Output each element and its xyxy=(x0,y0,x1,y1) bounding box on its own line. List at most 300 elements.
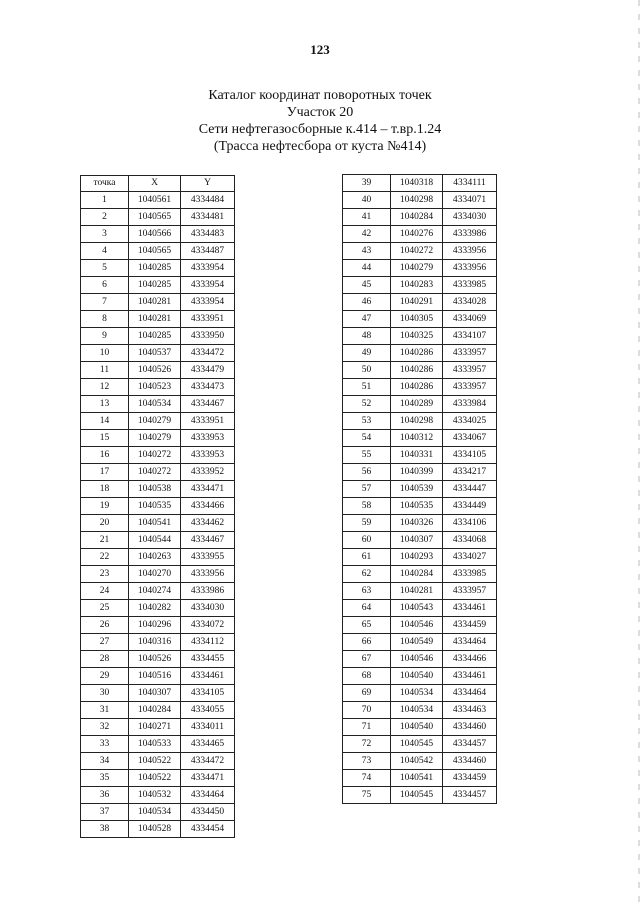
table-row xyxy=(343,226,497,243)
page-number: 123 xyxy=(310,42,330,57)
table-row xyxy=(343,702,497,719)
point-number-cell: 44 xyxy=(343,260,391,277)
x-coordinate-cell: 1040538 xyxy=(129,481,181,498)
table-row xyxy=(343,413,497,430)
y-coordinate-cell: 4334471 xyxy=(181,481,235,498)
point-number-cell: 50 xyxy=(343,362,391,379)
table-row xyxy=(343,583,497,600)
point-number-cell: 25 xyxy=(81,600,129,617)
y-coordinate-cell: 4334471 xyxy=(181,770,235,787)
y-coordinate-cell: 4333985 xyxy=(443,566,497,583)
point-number-cell: 73 xyxy=(343,753,391,770)
point-number-cell: 67 xyxy=(343,651,391,668)
y-coordinate-cell: 4334472 xyxy=(181,345,235,362)
table-body-left xyxy=(81,192,235,838)
x-coordinate-cell: 1040279 xyxy=(391,260,443,277)
header-point: точка xyxy=(81,176,129,192)
x-coordinate-cell: 1040285 xyxy=(129,328,181,345)
y-coordinate-cell: 4333957 xyxy=(443,583,497,600)
header-x: X xyxy=(129,176,181,192)
table-row xyxy=(343,192,497,209)
point-number-cell: 27 xyxy=(81,634,129,651)
table-row xyxy=(343,209,497,226)
table-row xyxy=(81,736,235,753)
y-coordinate-cell: 4333985 xyxy=(443,277,497,294)
y-coordinate-cell: 4334455 xyxy=(181,651,235,668)
table-row xyxy=(81,226,235,243)
point-number-cell: 20 xyxy=(81,515,129,532)
x-coordinate-cell: 1040399 xyxy=(391,464,443,481)
point-number-cell: 57 xyxy=(343,481,391,498)
table-row xyxy=(81,651,235,668)
point-number-cell: 65 xyxy=(343,617,391,634)
table-row xyxy=(343,464,497,481)
table-row xyxy=(81,753,235,770)
table-row xyxy=(81,294,235,311)
x-coordinate-cell: 1040325 xyxy=(391,328,443,345)
x-coordinate-cell: 1040537 xyxy=(129,345,181,362)
x-coordinate-cell: 1040284 xyxy=(129,702,181,719)
y-coordinate-cell: 4333957 xyxy=(443,379,497,396)
y-coordinate-cell: 4334028 xyxy=(443,294,497,311)
y-coordinate-cell: 4334069 xyxy=(443,311,497,328)
point-number-cell: 54 xyxy=(343,430,391,447)
header-y: Y xyxy=(181,176,235,192)
y-coordinate-cell: 4333954 xyxy=(181,277,235,294)
table-row xyxy=(81,600,235,617)
table-row xyxy=(343,447,497,464)
table-row xyxy=(81,549,235,566)
x-coordinate-cell: 1040526 xyxy=(129,651,181,668)
y-coordinate-cell: 4334466 xyxy=(443,651,497,668)
x-coordinate-cell: 1040526 xyxy=(129,362,181,379)
x-coordinate-cell: 1040535 xyxy=(391,498,443,515)
x-coordinate-cell: 1040274 xyxy=(129,583,181,600)
x-coordinate-cell: 1040291 xyxy=(391,294,443,311)
y-coordinate-cell: 4334487 xyxy=(181,243,235,260)
document-heading xyxy=(0,87,640,155)
x-coordinate-cell: 1040293 xyxy=(391,549,443,566)
y-coordinate-cell: 4334449 xyxy=(443,498,497,515)
table-row xyxy=(343,175,497,192)
point-number-cell: 34 xyxy=(81,753,129,770)
y-coordinate-cell: 4334463 xyxy=(443,702,497,719)
x-coordinate-cell: 1040286 xyxy=(391,362,443,379)
point-number-cell: 29 xyxy=(81,668,129,685)
y-coordinate-cell: 4334011 xyxy=(181,719,235,736)
x-coordinate-cell: 1040545 xyxy=(391,736,443,753)
x-coordinate-cell: 1040565 xyxy=(129,243,181,260)
point-number-cell: 8 xyxy=(81,311,129,328)
table-row xyxy=(343,379,497,396)
y-coordinate-cell: 4334107 xyxy=(443,328,497,345)
x-coordinate-cell: 1040528 xyxy=(129,821,181,838)
x-coordinate-cell: 1040272 xyxy=(129,464,181,481)
table-row xyxy=(81,583,235,600)
point-number-cell: 64 xyxy=(343,600,391,617)
point-number-cell: 52 xyxy=(343,396,391,413)
table-row xyxy=(81,413,235,430)
y-coordinate-cell: 4334461 xyxy=(443,600,497,617)
point-number-cell: 70 xyxy=(343,702,391,719)
x-coordinate-cell: 1040284 xyxy=(391,566,443,583)
point-number-cell: 2 xyxy=(81,209,129,226)
x-coordinate-cell: 1040544 xyxy=(129,532,181,549)
point-number-cell: 55 xyxy=(343,447,391,464)
table-row xyxy=(343,787,497,804)
x-coordinate-cell: 1040542 xyxy=(391,753,443,770)
y-coordinate-cell: 4334111 xyxy=(443,175,497,192)
x-coordinate-cell: 1040279 xyxy=(129,430,181,447)
point-number-cell: 66 xyxy=(343,634,391,651)
point-number-cell: 4 xyxy=(81,243,129,260)
point-number-cell: 33 xyxy=(81,736,129,753)
x-coordinate-cell: 1040272 xyxy=(129,447,181,464)
table-row xyxy=(81,447,235,464)
heading-network: Сети нефтегазосборные к.414 – т.вр.1.24 xyxy=(198,122,442,137)
point-number-cell: 5 xyxy=(81,260,129,277)
heading-title: Каталог координат поворотных точек xyxy=(208,88,432,103)
point-number-cell: 15 xyxy=(81,430,129,447)
x-coordinate-cell: 1040298 xyxy=(391,192,443,209)
x-coordinate-cell: 1040516 xyxy=(129,668,181,685)
y-coordinate-cell: 4334030 xyxy=(181,600,235,617)
coordinates-table-left xyxy=(80,175,235,838)
x-coordinate-cell: 1040534 xyxy=(129,396,181,413)
point-number-cell: 56 xyxy=(343,464,391,481)
y-coordinate-cell: 4334479 xyxy=(181,362,235,379)
table-row xyxy=(343,770,497,787)
table-row xyxy=(81,328,235,345)
x-coordinate-cell: 1040271 xyxy=(129,719,181,736)
x-coordinate-cell: 1040285 xyxy=(129,277,181,294)
table-row xyxy=(81,379,235,396)
y-coordinate-cell: 4334464 xyxy=(443,685,497,702)
x-coordinate-cell: 1040326 xyxy=(391,515,443,532)
table-row xyxy=(343,566,497,583)
y-coordinate-cell: 4334484 xyxy=(181,192,235,209)
x-coordinate-cell: 1040284 xyxy=(391,209,443,226)
x-coordinate-cell: 1040534 xyxy=(391,702,443,719)
y-coordinate-cell: 4333957 xyxy=(443,362,497,379)
x-coordinate-cell: 1040282 xyxy=(129,600,181,617)
y-coordinate-cell: 4334472 xyxy=(181,753,235,770)
table-row xyxy=(81,617,235,634)
y-coordinate-cell: 4334105 xyxy=(181,685,235,702)
point-number-cell: 7 xyxy=(81,294,129,311)
x-coordinate-cell: 1040545 xyxy=(391,787,443,804)
x-coordinate-cell: 1040307 xyxy=(129,685,181,702)
point-number-cell: 47 xyxy=(343,311,391,328)
x-coordinate-cell: 1040263 xyxy=(129,549,181,566)
y-coordinate-cell: 4333951 xyxy=(181,311,235,328)
y-coordinate-cell: 4334025 xyxy=(443,413,497,430)
table-row xyxy=(81,396,235,413)
x-coordinate-cell: 1040566 xyxy=(129,226,181,243)
heading-route: (Трасса нефтесбора от куста №414) xyxy=(213,139,427,154)
y-coordinate-cell: 4334467 xyxy=(181,532,235,549)
x-coordinate-cell: 1040272 xyxy=(391,243,443,260)
x-coordinate-cell: 1040286 xyxy=(391,345,443,362)
point-number-cell: 51 xyxy=(343,379,391,396)
y-coordinate-cell: 4334460 xyxy=(443,719,497,736)
table-row xyxy=(81,209,235,226)
y-coordinate-cell: 4333950 xyxy=(181,328,235,345)
table-row xyxy=(343,515,497,532)
y-coordinate-cell: 4334466 xyxy=(181,498,235,515)
point-number-cell: 37 xyxy=(81,804,129,821)
x-coordinate-cell: 1040522 xyxy=(129,770,181,787)
table-row xyxy=(343,651,497,668)
y-coordinate-cell: 4334447 xyxy=(443,481,497,498)
point-number-cell: 23 xyxy=(81,566,129,583)
y-coordinate-cell: 4333957 xyxy=(443,345,497,362)
x-coordinate-cell: 1040281 xyxy=(129,311,181,328)
y-coordinate-cell: 4333986 xyxy=(443,226,497,243)
point-number-cell: 13 xyxy=(81,396,129,413)
point-number-cell: 14 xyxy=(81,413,129,430)
table-row xyxy=(81,260,235,277)
x-coordinate-cell: 1040296 xyxy=(129,617,181,634)
x-coordinate-cell: 1040523 xyxy=(129,379,181,396)
table-row xyxy=(81,787,235,804)
x-coordinate-cell: 1040534 xyxy=(391,685,443,702)
table-row xyxy=(343,277,497,294)
x-coordinate-cell: 1040543 xyxy=(391,600,443,617)
table-row xyxy=(343,481,497,498)
x-coordinate-cell: 1040561 xyxy=(129,192,181,209)
table-row xyxy=(81,311,235,328)
table-row xyxy=(81,532,235,549)
y-coordinate-cell: 4334464 xyxy=(181,787,235,804)
y-coordinate-cell: 4334454 xyxy=(181,821,235,838)
table-row xyxy=(81,566,235,583)
point-number-cell: 58 xyxy=(343,498,391,515)
table-row xyxy=(343,634,497,651)
x-coordinate-cell: 1040565 xyxy=(129,209,181,226)
point-number-cell: 48 xyxy=(343,328,391,345)
x-coordinate-cell: 1040283 xyxy=(391,277,443,294)
point-number-cell: 72 xyxy=(343,736,391,753)
y-coordinate-cell: 4334459 xyxy=(443,617,497,634)
x-coordinate-cell: 1040541 xyxy=(391,770,443,787)
y-coordinate-cell: 4333986 xyxy=(181,583,235,600)
y-coordinate-cell: 4334217 xyxy=(443,464,497,481)
y-coordinate-cell: 4334450 xyxy=(181,804,235,821)
coordinates-table-right xyxy=(342,174,497,804)
y-coordinate-cell: 4334068 xyxy=(443,532,497,549)
table-row xyxy=(81,243,235,260)
table-row xyxy=(81,277,235,294)
table-row xyxy=(81,464,235,481)
point-number-cell: 60 xyxy=(343,532,391,549)
point-number-cell: 42 xyxy=(343,226,391,243)
table-row xyxy=(81,515,235,532)
point-number-cell: 41 xyxy=(343,209,391,226)
y-coordinate-cell: 4333953 xyxy=(181,430,235,447)
y-coordinate-cell: 4334457 xyxy=(443,736,497,753)
heading-section: Участок 20 xyxy=(286,105,354,120)
y-coordinate-cell: 4333954 xyxy=(181,294,235,311)
point-number-cell: 40 xyxy=(343,192,391,209)
point-number-cell: 46 xyxy=(343,294,391,311)
table-row xyxy=(81,192,235,209)
table-row xyxy=(343,753,497,770)
y-coordinate-cell: 4334105 xyxy=(443,447,497,464)
table-row xyxy=(81,719,235,736)
y-coordinate-cell: 4334483 xyxy=(181,226,235,243)
table-row xyxy=(81,685,235,702)
x-coordinate-cell: 1040285 xyxy=(129,260,181,277)
x-coordinate-cell: 1040540 xyxy=(391,668,443,685)
table-row xyxy=(343,668,497,685)
x-coordinate-cell: 1040276 xyxy=(391,226,443,243)
y-coordinate-cell: 4333953 xyxy=(181,447,235,464)
y-coordinate-cell: 4334055 xyxy=(181,702,235,719)
y-coordinate-cell: 4333956 xyxy=(443,260,497,277)
point-number-cell: 12 xyxy=(81,379,129,396)
point-number-cell: 9 xyxy=(81,328,129,345)
x-coordinate-cell: 1040281 xyxy=(391,583,443,600)
table-row xyxy=(343,617,497,634)
point-number-cell: 59 xyxy=(343,515,391,532)
y-coordinate-cell: 4334467 xyxy=(181,396,235,413)
y-coordinate-cell: 4334460 xyxy=(443,753,497,770)
point-number-cell: 17 xyxy=(81,464,129,481)
point-number-cell: 53 xyxy=(343,413,391,430)
point-number-cell: 6 xyxy=(81,277,129,294)
x-coordinate-cell: 1040289 xyxy=(391,396,443,413)
table-row xyxy=(343,719,497,736)
table-row xyxy=(81,430,235,447)
table-row xyxy=(81,634,235,651)
x-coordinate-cell: 1040540 xyxy=(391,719,443,736)
point-number-cell: 45 xyxy=(343,277,391,294)
x-coordinate-cell: 1040522 xyxy=(129,753,181,770)
x-coordinate-cell: 1040279 xyxy=(129,413,181,430)
y-coordinate-cell: 4334072 xyxy=(181,617,235,634)
x-coordinate-cell: 1040541 xyxy=(129,515,181,532)
table-row xyxy=(343,498,497,515)
point-number-cell: 62 xyxy=(343,566,391,583)
x-coordinate-cell: 1040307 xyxy=(391,532,443,549)
table-row xyxy=(343,549,497,566)
table-row xyxy=(343,260,497,277)
point-number-cell: 31 xyxy=(81,702,129,719)
table-row xyxy=(343,294,497,311)
y-coordinate-cell: 4333955 xyxy=(181,549,235,566)
x-coordinate-cell: 1040546 xyxy=(391,617,443,634)
table-row xyxy=(343,736,497,753)
x-coordinate-cell: 1040270 xyxy=(129,566,181,583)
point-number-cell: 21 xyxy=(81,532,129,549)
point-number-cell: 43 xyxy=(343,243,391,260)
y-coordinate-cell: 4334457 xyxy=(443,787,497,804)
y-coordinate-cell: 4334462 xyxy=(181,515,235,532)
point-number-cell: 28 xyxy=(81,651,129,668)
x-coordinate-cell: 1040532 xyxy=(129,787,181,804)
table-row xyxy=(343,685,497,702)
point-number-cell: 10 xyxy=(81,345,129,362)
x-coordinate-cell: 1040534 xyxy=(129,804,181,821)
x-coordinate-cell: 1040549 xyxy=(391,634,443,651)
y-coordinate-cell: 4334481 xyxy=(181,209,235,226)
y-coordinate-cell: 4334461 xyxy=(181,668,235,685)
table-row xyxy=(81,804,235,821)
x-coordinate-cell: 1040316 xyxy=(129,634,181,651)
y-coordinate-cell: 4334461 xyxy=(443,668,497,685)
point-number-cell: 1 xyxy=(81,192,129,209)
point-number-cell: 36 xyxy=(81,787,129,804)
table-row xyxy=(343,328,497,345)
table-row xyxy=(343,311,497,328)
point-number-cell: 71 xyxy=(343,719,391,736)
y-coordinate-cell: 4334071 xyxy=(443,192,497,209)
point-number-cell: 19 xyxy=(81,498,129,515)
table-row xyxy=(343,243,497,260)
y-coordinate-cell: 4334106 xyxy=(443,515,497,532)
point-number-cell: 11 xyxy=(81,362,129,379)
y-coordinate-cell: 4334465 xyxy=(181,736,235,753)
y-coordinate-cell: 4333952 xyxy=(181,464,235,481)
point-number-cell: 16 xyxy=(81,447,129,464)
table-row xyxy=(81,362,235,379)
table-header-row xyxy=(81,176,235,192)
point-number-cell: 35 xyxy=(81,770,129,787)
point-number-cell: 30 xyxy=(81,685,129,702)
x-coordinate-cell: 1040305 xyxy=(391,311,443,328)
table-row xyxy=(343,345,497,362)
y-coordinate-cell: 4333954 xyxy=(181,260,235,277)
point-number-cell: 63 xyxy=(343,583,391,600)
x-coordinate-cell: 1040318 xyxy=(391,175,443,192)
y-coordinate-cell: 4333956 xyxy=(181,566,235,583)
table-row xyxy=(343,532,497,549)
point-number-cell: 26 xyxy=(81,617,129,634)
point-number-cell: 32 xyxy=(81,719,129,736)
y-coordinate-cell: 4334030 xyxy=(443,209,497,226)
point-number-cell: 75 xyxy=(343,787,391,804)
x-coordinate-cell: 1040281 xyxy=(129,294,181,311)
x-coordinate-cell: 1040546 xyxy=(391,651,443,668)
point-number-cell: 18 xyxy=(81,481,129,498)
table-row xyxy=(343,430,497,447)
x-coordinate-cell: 1040286 xyxy=(391,379,443,396)
y-coordinate-cell: 4334473 xyxy=(181,379,235,396)
table-body-right xyxy=(343,175,497,804)
table-row xyxy=(343,396,497,413)
point-number-cell: 49 xyxy=(343,345,391,362)
y-coordinate-cell: 4333951 xyxy=(181,413,235,430)
point-number-cell: 22 xyxy=(81,549,129,566)
y-coordinate-cell: 4334464 xyxy=(443,634,497,651)
table-row xyxy=(343,600,497,617)
table-row xyxy=(81,770,235,787)
y-coordinate-cell: 4333984 xyxy=(443,396,497,413)
point-number-cell: 74 xyxy=(343,770,391,787)
y-coordinate-cell: 4334027 xyxy=(443,549,497,566)
table-row xyxy=(81,702,235,719)
table-row xyxy=(81,821,235,838)
point-number-cell: 39 xyxy=(343,175,391,192)
table-row xyxy=(81,345,235,362)
y-coordinate-cell: 4334459 xyxy=(443,770,497,787)
y-coordinate-cell: 4334112 xyxy=(181,634,235,651)
x-coordinate-cell: 1040535 xyxy=(129,498,181,515)
table-row xyxy=(81,668,235,685)
x-coordinate-cell: 1040533 xyxy=(129,736,181,753)
y-coordinate-cell: 4333956 xyxy=(443,243,497,260)
